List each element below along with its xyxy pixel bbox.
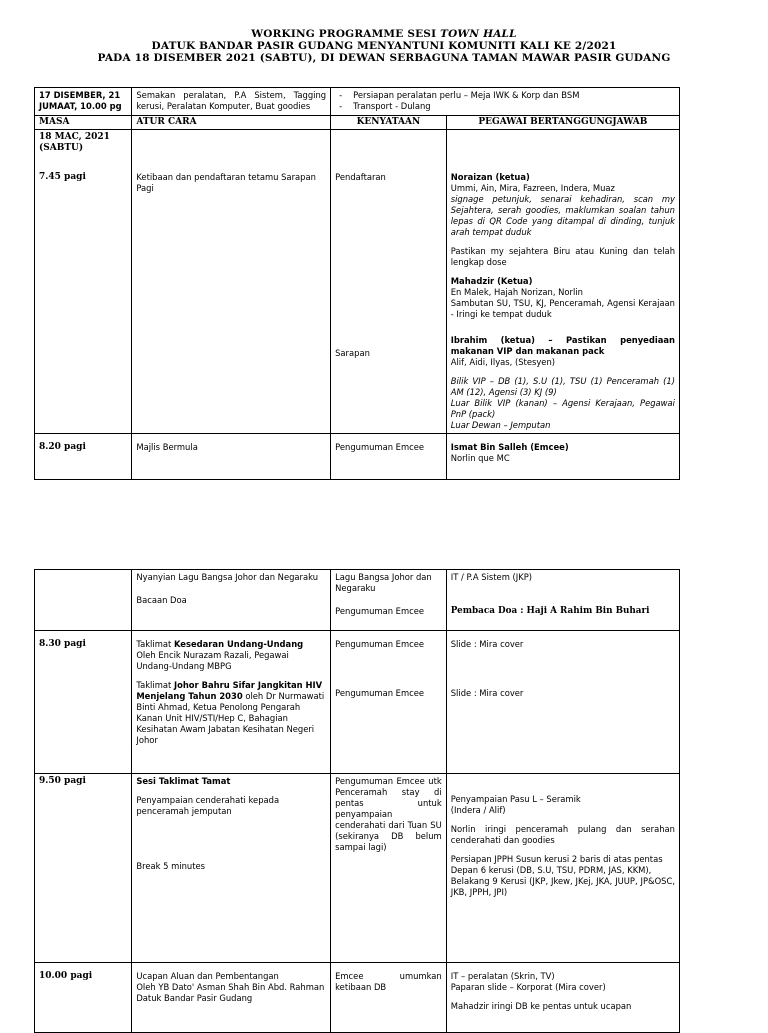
prep-items (331, 88, 680, 116)
table-row (35, 631, 680, 774)
person-cell: Slide : Mira cover Slide : Mira cover (446, 631, 679, 774)
time-label: 9.50 pagi (35, 774, 132, 963)
col-kenyataan: KENYATAAN (331, 116, 447, 130)
person-cell: Ismat Bin Salleh (Emcee) Norlin que MC (446, 434, 679, 480)
note-cell: Emcee umumkan ketibaan DB (331, 963, 447, 1033)
table-row (35, 130, 680, 434)
prep-item: - Persiapan peralatan perlu – Meja IWK & Korp dan BSM (335, 90, 675, 101)
time-label: 10.00 pagi (35, 963, 132, 1033)
person-cell: IT – peralatan (Skrin, TV) Paparan slide – Korporat (Mira cover) Mahadzir iringi DB ke pentas untuk ucapan (446, 963, 679, 1033)
person-cell: Penyampaian Pasu L – Seramik (Indera / Alif) Norlin iringi penceramah pulang dan serahan cenderahati dan goodies Persiapan JPPH Susun kerusi 2 baris di atas pentas Depan 6 kerusi (DB, S.U, TSU, PDRM, JAS, KKM), Belakang 9 Kerusi (JKP, Jkew, JKej, JKA, JUUP, JP&OSC, JKB, JPPH, JPI) (446, 774, 679, 963)
note-cell: Lagu Bangsa Johor dan Negaraku Pengumuman Emcee (331, 570, 447, 631)
activity-cell: Taklimat Kesedaran Undang-Undang Oleh Encik Nurazam Razali, Pegawai Undang-Undang MBPG Taklimat Johor Bahru Sifar Jangkitan HIV Menjelang Tahun 2030 oleh Dr Nurmawati Binti Ahmad, Ketua Penolong Pengarah Kanan Unit HIV/STI/Hep C, Bahagian Kesihatan Awam Jabatan Kesihatan Negeri Johor (132, 631, 331, 774)
table-row (35, 570, 680, 631)
time-label: 7.45 pagi (39, 172, 86, 182)
programme-table-1 (34, 87, 680, 480)
note-cell: Pengumuman Emcee Pengumuman Emcee (331, 631, 447, 774)
activity-cell: Nyanyian Lagu Bangsa Johor dan Negaraku Bacaan Doa (132, 570, 331, 631)
col-atur-cara: ATUR CARA (132, 116, 331, 130)
date-label: 18 MAC, 2021 (SABTU) (39, 132, 110, 153)
activity-cell: Sesi Taklimat Tamat Penyampaian cenderahati kepada penceramah jemputan Break 5 minutes (132, 774, 331, 963)
person-cell: IT / P.A Sistem (JKP) Pembaca Doa : Haji A Rahim Bin Buhari (446, 570, 679, 631)
time-cell (35, 570, 132, 631)
prep-item: - Transport - Dulang (335, 101, 675, 112)
note-cell: Pendaftaran Sarapan (331, 130, 447, 434)
prep-row (35, 88, 680, 116)
time-label: 8.20 pagi (35, 434, 132, 480)
col-masa: MASA (35, 116, 132, 130)
time-label: 8.30 pagi (35, 631, 132, 774)
time-cell (35, 130, 132, 434)
col-pegawai: PEGAWAI BERTANGGUNGJAWAB (446, 116, 679, 130)
prep-semakan: Semakan peralatan, P.A Sistem, Tagging kerusi, Peralatan Komputer, Buat goodies (132, 88, 331, 116)
note-cell: Pengumuman Emcee utk Penceramah stay di pentas untuk penyampaian cenderahati dari Tuan SU (sekiranya DB belum sampai lagi) (331, 774, 447, 963)
note-cell: Pengumuman Emcee (331, 434, 447, 480)
person-cell: Noraizan (ketua) Ummi, Ain, Mira, Fazreen, Indera, Muaz signage petunjuk, senarai kehadiran, scan my Sejahtera, serah goodies, maklumkan soalan tahun lepas di QR Code yang ditampal di dinding, tunjuk arah tempat duduk Pastikan my sejahtera Biru atau Kuning dan telah lengkap dose Mahadzir (Ketua) En Malek, Hajah Norizan, Norlin Sambutan SU, TSU, KJ, Penceramah, Agensi Kerajaan - Iringi ke tempat duduk Ibrahim (ketua) – Pastikan penyediaan makanan VIP dan makanan pack Alif, Aidi, Ilyas, (Stesyen) Bilik VIP – DB (1), S.U (1), TSU (1) Penceramah (1) AM (12), Agensi (3) KJ (9) Luar Bilik VIP (kanan) – Agensi Kerajaan, Pegawai PnP (pack) Luar Dewan – Jemputan (446, 130, 679, 434)
prep-date: 17 DISEMBER, 21 JUMAAT, 10.00 pg (35, 88, 132, 116)
column-header-row (35, 116, 680, 130)
table-row (35, 774, 680, 963)
activity-cell: Majlis Bermula (132, 434, 331, 480)
doc-title-line1: WORKING PROGRAMME SESI TOWN HALL (251, 28, 517, 40)
activity-cell: Ucapan Aluan dan Pembentangan Oleh YB Dato' Asman Shah Bin Abd. Rahman Datuk Bandar Pasir Gudang (132, 963, 331, 1033)
table-row (35, 434, 680, 480)
programme-table-2 (34, 569, 680, 1033)
doc-title-line2: DATUK BANDAR PASIR GUDANG MENYANTUNI KOMUNITI KALI KE 2/2021 (151, 40, 617, 52)
activity-cell: Ketibaan dan pendaftaran tetamu Sarapan Pagi (132, 130, 331, 434)
doc-title-line3: PADA 18 DISEMBER 2021 (SABTU), DI DEWAN SERBAGUNA TAMAN MAWAR PASIR GUDANG (97, 52, 671, 64)
table-row (35, 963, 680, 1033)
